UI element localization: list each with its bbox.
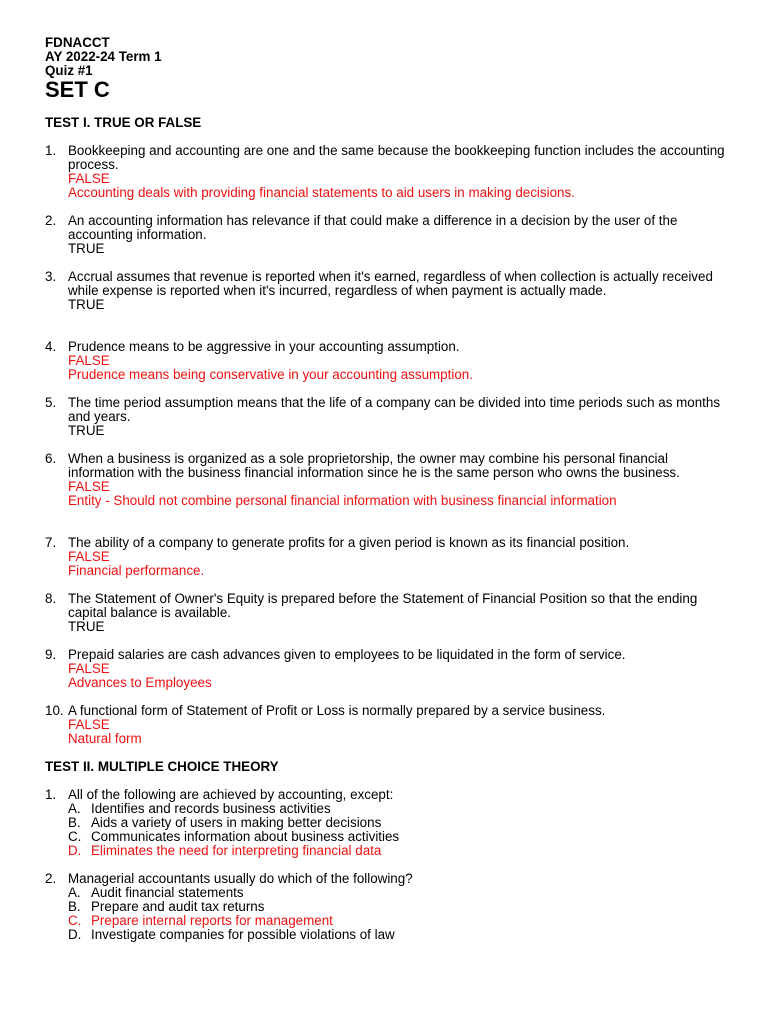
answer-explanation: Advances to Employees bbox=[68, 675, 212, 690]
course-code: FDNACCT bbox=[45, 35, 110, 50]
option-d-correct bbox=[68, 844, 725, 858]
option-letter: C. bbox=[68, 913, 82, 928]
option-text: Prepare internal reports for management bbox=[91, 913, 333, 928]
answer-explanation: Entity - Should not combine personal financial information with business financial information bbox=[68, 493, 617, 508]
option-letter: B. bbox=[68, 815, 81, 830]
option-text: Aids a variety of users in making better decisions bbox=[91, 815, 382, 830]
option-c-correct bbox=[68, 914, 725, 928]
answer: FALSE bbox=[68, 549, 110, 564]
question-number: 7. bbox=[45, 535, 57, 550]
answer: FALSE bbox=[68, 171, 110, 186]
question-text: All of the following are achieved by accounting, except: bbox=[68, 787, 394, 802]
answer: TRUE bbox=[68, 423, 105, 438]
mc-question-2 bbox=[45, 872, 725, 942]
option-text: Investigate companies for possible violations of law bbox=[91, 927, 395, 942]
option-a bbox=[68, 886, 725, 900]
answer: TRUE bbox=[68, 241, 105, 256]
option-letter: D. bbox=[68, 927, 82, 942]
answer-explanation: Natural form bbox=[68, 731, 142, 746]
option-a bbox=[68, 802, 725, 816]
test1-title: TEST I. TRUE OR FALSE bbox=[45, 115, 202, 130]
tf-question-9 bbox=[45, 648, 725, 690]
question-number: 10. bbox=[45, 703, 64, 718]
question-text: Managerial accountants usually do which of the following? bbox=[68, 871, 413, 886]
answer: FALSE bbox=[68, 661, 110, 676]
answer-explanation: Accounting deals with providing financial statements to aid users in making decisions. bbox=[68, 185, 575, 200]
question-text: The Statement of Owner's Equity is prepared before the Statement of Financial Position so that the ending capital balance is available. bbox=[68, 591, 698, 620]
option-c bbox=[68, 830, 725, 844]
question-number: 4. bbox=[45, 339, 57, 354]
option-text: Identifies and records business activities bbox=[91, 801, 331, 816]
option-text: Communicates information about business activities bbox=[91, 829, 400, 844]
option-text: Eliminates the need for interpreting financial data bbox=[91, 843, 382, 858]
option-letter: A. bbox=[68, 885, 81, 900]
option-text: Audit financial statements bbox=[91, 885, 244, 900]
question-text: When a business is organized as a sole proprietorship, the owner may combine his personal financial information with the business financial information since he is the same person who owns the business. bbox=[68, 451, 680, 480]
question-text: Prudence means to be aggressive in your accounting assumption. bbox=[68, 339, 460, 354]
test2-title: TEST II. MULTIPLE CHOICE THEORY bbox=[45, 759, 279, 774]
quiz-label: Quiz #1 bbox=[45, 63, 93, 78]
tf-question-4 bbox=[45, 340, 725, 382]
document-header bbox=[45, 36, 162, 78]
set-title: SET C bbox=[45, 77, 110, 102]
answer-explanation: Prudence means being conservative in your accounting assumption. bbox=[68, 367, 473, 382]
tf-question-6 bbox=[45, 452, 725, 508]
answer: FALSE bbox=[68, 479, 110, 494]
question-text: Prepaid salaries are cash advances given to employees to be liquidated in the form of service. bbox=[68, 647, 626, 662]
question-number: 2. bbox=[45, 871, 57, 886]
option-d bbox=[68, 928, 725, 942]
tf-question-8 bbox=[45, 592, 725, 634]
answer: TRUE bbox=[68, 619, 105, 634]
question-number: 1. bbox=[45, 787, 57, 802]
answer: FALSE bbox=[68, 353, 110, 368]
question-text: The ability of a company to generate profits for a given period is known as its financial position. bbox=[68, 535, 630, 550]
question-text: The time period assumption means that the life of a company can be divided into time periods such as months and years. bbox=[68, 395, 721, 424]
mc-question-1 bbox=[45, 788, 725, 858]
question-text: Bookkeeping and accounting are one and the same because the bookkeeping function includes the accounting process. bbox=[68, 143, 725, 172]
term-label: AY 2022-24 Term 1 bbox=[45, 49, 162, 64]
option-letter: D. bbox=[68, 843, 82, 858]
option-letter: B. bbox=[68, 899, 81, 914]
tf-question-7 bbox=[45, 536, 725, 578]
question-number: 6. bbox=[45, 451, 57, 466]
answer-explanation: Financial performance. bbox=[68, 563, 205, 578]
option-letter: A. bbox=[68, 801, 81, 816]
tf-question-5 bbox=[45, 396, 725, 438]
question-number: 5. bbox=[45, 395, 57, 410]
question-number: 2. bbox=[45, 213, 57, 228]
option-letter: C. bbox=[68, 829, 82, 844]
tf-question-2 bbox=[45, 214, 725, 256]
question-number: 8. bbox=[45, 591, 57, 606]
question-number: 1. bbox=[45, 143, 57, 158]
tf-question-10 bbox=[45, 704, 725, 746]
option-b bbox=[68, 900, 725, 914]
tf-question-1 bbox=[45, 144, 725, 200]
question-text: An accounting information has relevance if that could make a difference in a decision by the user of the accounting information. bbox=[68, 213, 678, 242]
answer: TRUE bbox=[68, 297, 105, 312]
option-text: Prepare and audit tax returns bbox=[91, 899, 265, 914]
question-number: 9. bbox=[45, 647, 57, 662]
question-text: A functional form of Statement of Profit or Loss is normally prepared by a service business. bbox=[68, 703, 606, 718]
tf-question-3 bbox=[45, 270, 725, 312]
answer: FALSE bbox=[68, 717, 110, 732]
question-text: Accrual assumes that revenue is reported when it's earned, regardless of when collection is actually received while expense is reported when it's incurred, regardless of when payment is actually made. bbox=[68, 269, 713, 298]
question-number: 3. bbox=[45, 269, 57, 284]
option-b bbox=[68, 816, 725, 830]
